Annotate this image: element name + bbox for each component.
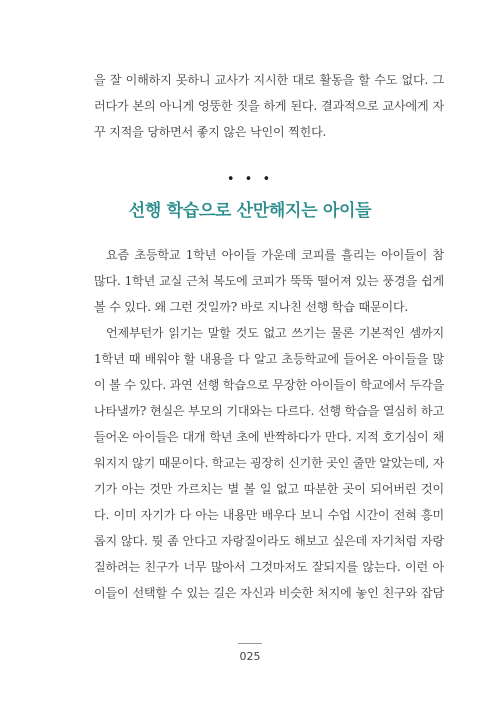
- text-line: 이 볼 수 있다. 과연 선행 학습으로 무장한 아이들이 학교에서 두각을: [94, 378, 444, 392]
- text-line: 꾸 지적을 당하면서 좋지 않은 낙인이 찍힌다.: [94, 125, 327, 139]
- page-number-rule: [238, 643, 262, 644]
- text-line: 많다. 1학년 교실 근처 복도에 코피가 뚝뚝 떨어져 있는 풍경을 쉽게: [94, 274, 444, 288]
- page-number: 025: [239, 650, 261, 663]
- text-line: 워지지 않기 때문이다. 학교는 굉장히 신기한 곳인 줄만 알았는데, 자: [94, 456, 444, 470]
- text-line: 볼 수 있다. 왜 그런 것일까? 바로 지나친 선행 학습 때문이다.: [94, 300, 409, 314]
- text-line: 요즘 초등학교 1학년 아이들 가운데 코피를 흘리는 아이들이 참: [106, 248, 444, 262]
- text-line: 1학년 때 배워야 할 내용을 다 알고 초등학교에 들어온 아이들을 많: [94, 352, 444, 366]
- text-line: 나타낼까? 현실은 부모의 기대와는 다르다. 선행 학습을 열심히 하고: [94, 404, 444, 418]
- text-line: 기가 아는 것만 가르치는 별 볼 일 없고 따분한 곳이 되어버린 것이: [94, 482, 444, 496]
- text-line: 언제부턴가 읽기는 말할 것도 없고 쓰기는 물론 기본적인 셈까지: [106, 326, 444, 340]
- section-heading: 선행 학습으로 산만해지는 아이들: [128, 201, 372, 221]
- text-line: 들어온 아이들은 대개 학년 초에 반짝하다가 만다. 지적 호기심이 채: [94, 430, 444, 444]
- text-line: 을 잘 이해하지 못하니 교사가 지시한 대로 활동을 할 수도 없다. 그: [94, 73, 444, 87]
- section-body: [94, 242, 444, 606]
- section-separator: • • •: [226, 172, 274, 187]
- text-line: 롭지 않다. 뭣 좀 안다고 자랑질이라도 해보고 싶은데 자기처럼 자랑: [94, 534, 444, 548]
- text-line: 질하려는 친구가 너무 많아서 그것마저도 잘되지를 않는다. 이런 아: [94, 560, 444, 574]
- text-line: 이들이 선택할 수 있는 길은 자신과 비슷한 처지에 놓인 친구와 잡담: [94, 586, 444, 600]
- text-line: 러다가 본의 아니게 엉뚱한 짓을 하게 된다. 결과적으로 교사에게 자: [94, 99, 444, 113]
- text-line: 다. 이미 자기가 다 아는 내용만 배우다 보니 수업 시간이 전혀 흥미: [94, 508, 444, 522]
- paragraph-continued: [94, 67, 444, 145]
